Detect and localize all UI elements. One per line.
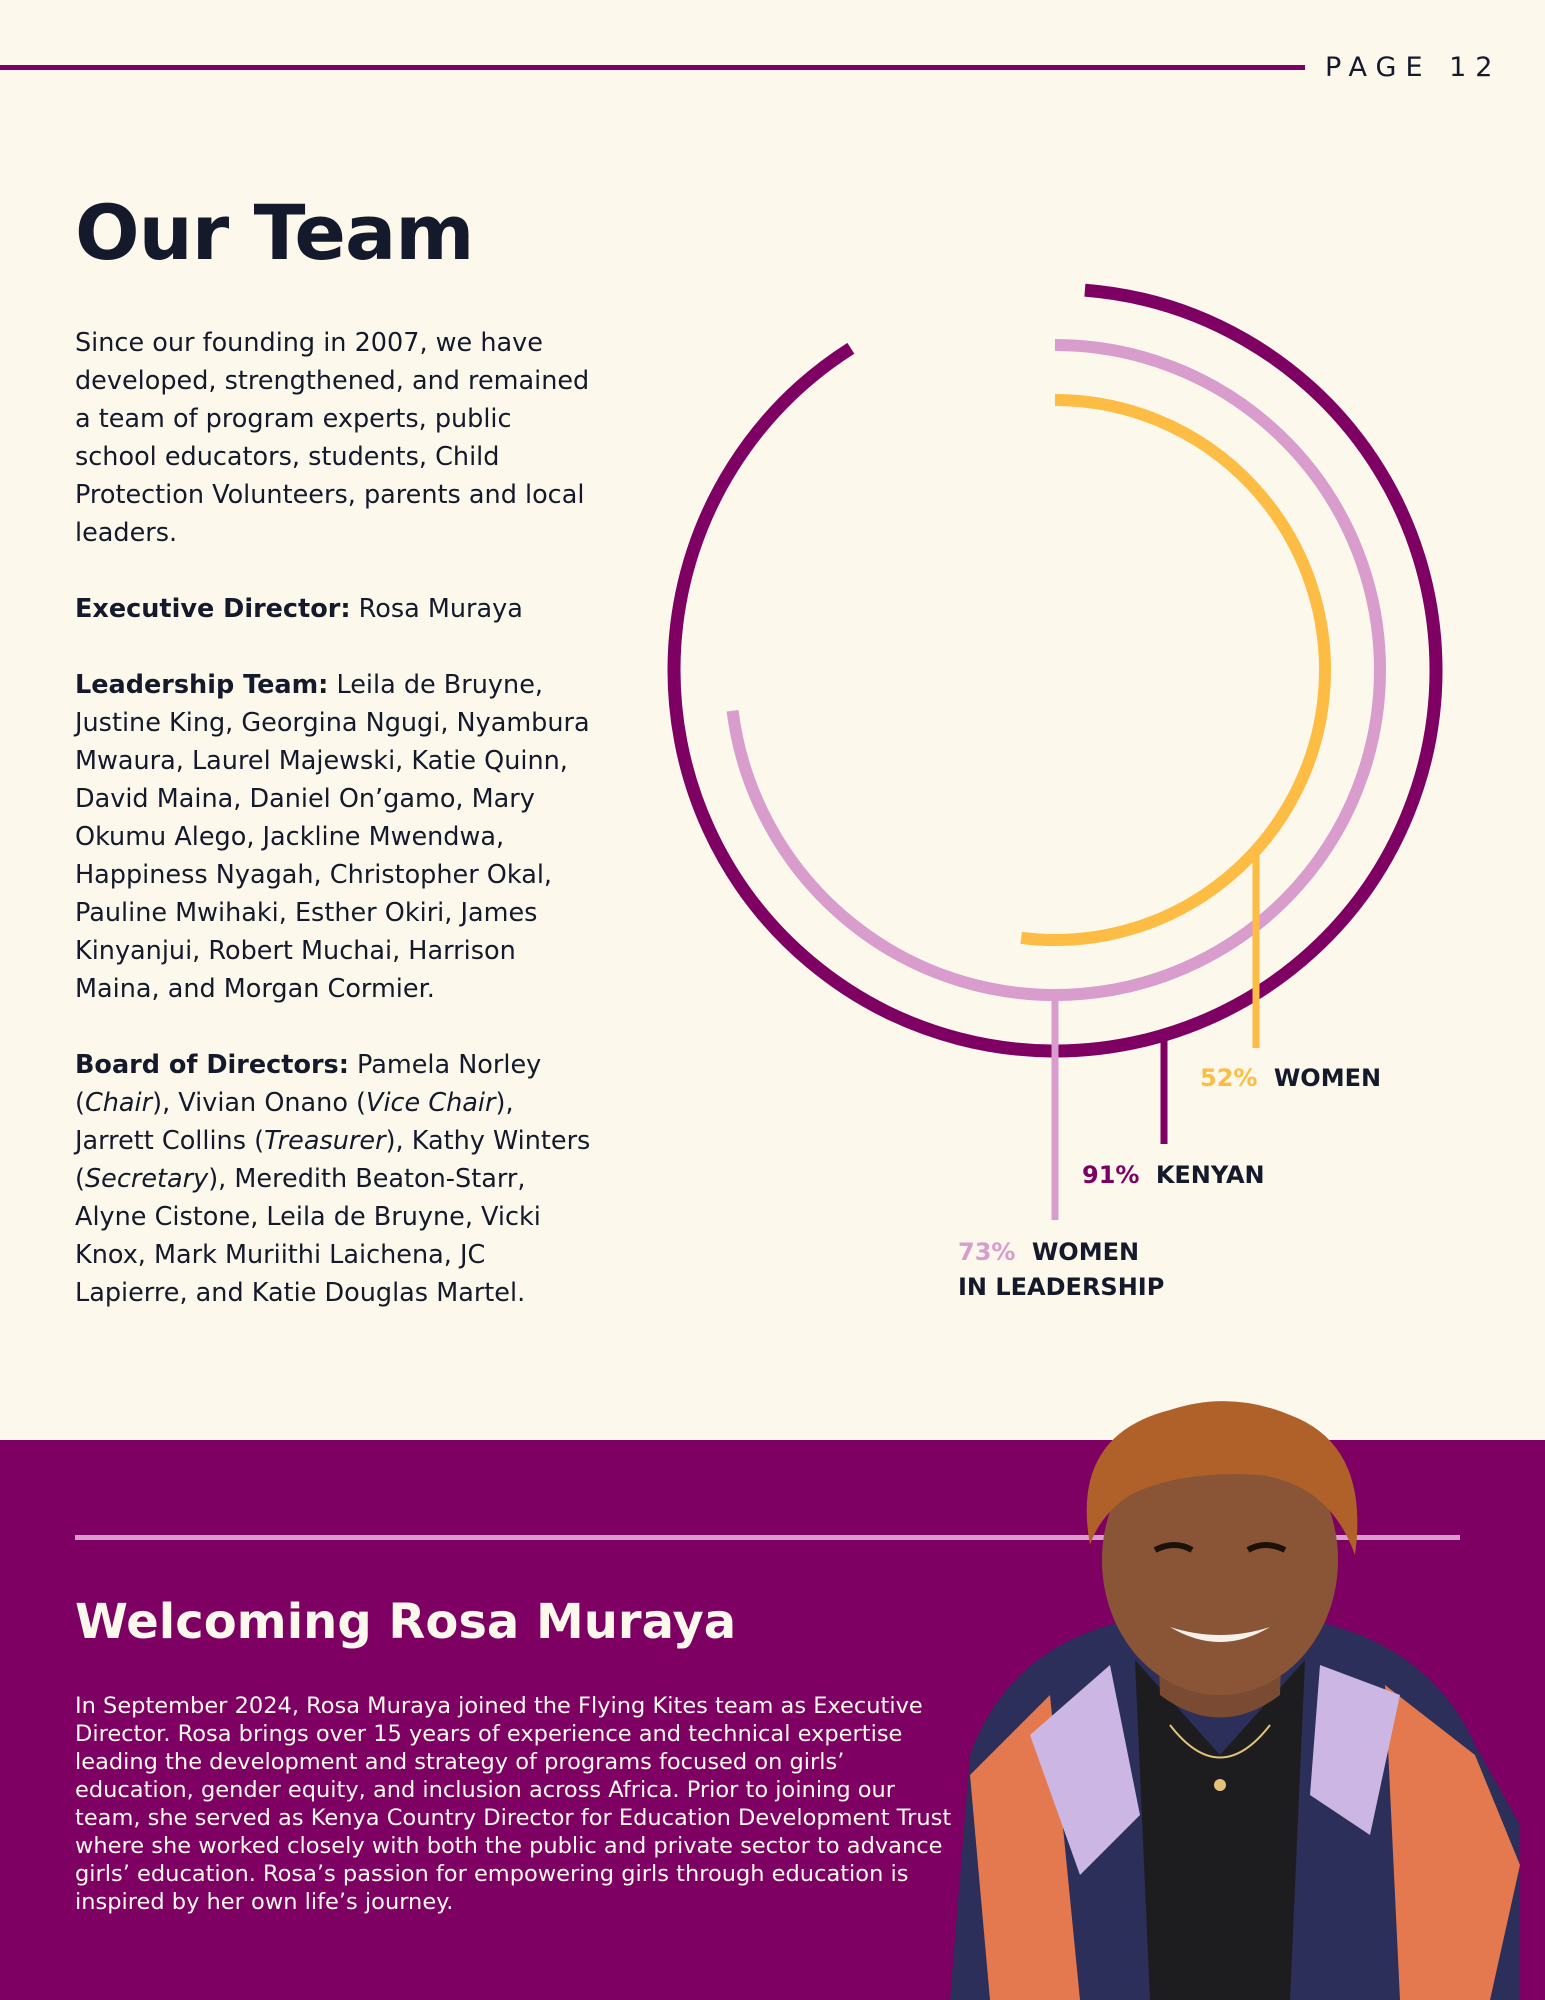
page-title: Our Team [75,188,474,277]
board-label: Board of Directors: [75,1050,349,1080]
executive-director-label: Executive Director: [75,594,351,624]
chart-arcs [674,290,1436,1051]
chart-label-women-leadership-text: WOMEN [1031,1238,1140,1266]
board-text-1: Pamela Norley ( [75,1050,542,1118]
board-text-4: ), Kathy Winters ( [75,1126,591,1194]
chart-label-kenyan-pct: 91% [1082,1161,1140,1189]
chart-label-women-leadership [958,1238,1139,1266]
board-role-chair: Chair [84,1088,153,1118]
rosa-muraya-portrait [930,1395,1520,2000]
chart-label-women-leadership-line2: IN LEADERSHIP [958,1273,1165,1301]
chart-label-kenyan [1082,1161,1265,1189]
board-role-treasurer: Treasurer [264,1126,386,1156]
board-role-secretary: Secretary [84,1164,209,1194]
executive-director-name: Rosa Muraya [358,594,523,624]
leadership-names: Leila de Bruyne, Justine King, Georgina Ngugi, Nyambura Mwaura, Laurel Majewski, Katie Quinn, David Maina, Daniel On’gamo, Mary Okumu Alego, Jackline Mwendwa, Happiness Nyagah, Christopher Okal, Pauline Mwihaki, Esther Okiri, James Kinyanjui, Robert Muchai, Harrison Maina, and Morgan Cormier. [75,670,590,1004]
arc-women [1021,400,1325,940]
board-text-5: ), Meredith Beaton-Starr, Alyne Cistone, Leila de Bruyne, Vicki Knox, Mark Muriithi Laichena, JC Lapierre, and Katie Douglas Martel. [75,1164,541,1308]
team-intro: Since our founding in 2007, we have developed, strengthened, and remained a team of program experts, public school educators, students, Child Protection Volunteers, parents and local leaders. [75,328,590,548]
chart-label-women [1200,1064,1381,1092]
chart-label-women-leadership-pct: 73% [958,1238,1016,1266]
chart-label-women-text: WOMEN [1273,1064,1382,1092]
welcome-title: Welcoming Rosa Muraya [75,1594,737,1650]
board-text-3: ), Jarrett Collins ( [75,1088,514,1156]
board-role-vice-chair: Vice Chair [366,1088,496,1118]
board-text-2: ), Vivian Onano ( [152,1088,366,1118]
chart-label-kenyan-text: KENYAN [1155,1161,1265,1189]
welcome-body: In September 2024, Rosa Muraya joined the Flying Kites team as Executive Director. Rosa brings over 15 years of experience and technical expertise leading the development and strategy of programs focused on girls’ education, gender equity, and inclusion across Africa. Prior to joining our team, she served as Kenya Country Director for Education Development Trust where she worked closely with both the public and private sector to advance girls’ education. Rosa’s passion for empowering girls through education is inspired by her own life’s journey. [75,1693,952,1915]
leadership-label: Leadership Team: [75,670,329,700]
arc-women-in-leadership [733,345,1380,995]
chart-label-women-pct: 52% [1200,1064,1258,1092]
page-number: PAGE 12 [1325,52,1502,83]
